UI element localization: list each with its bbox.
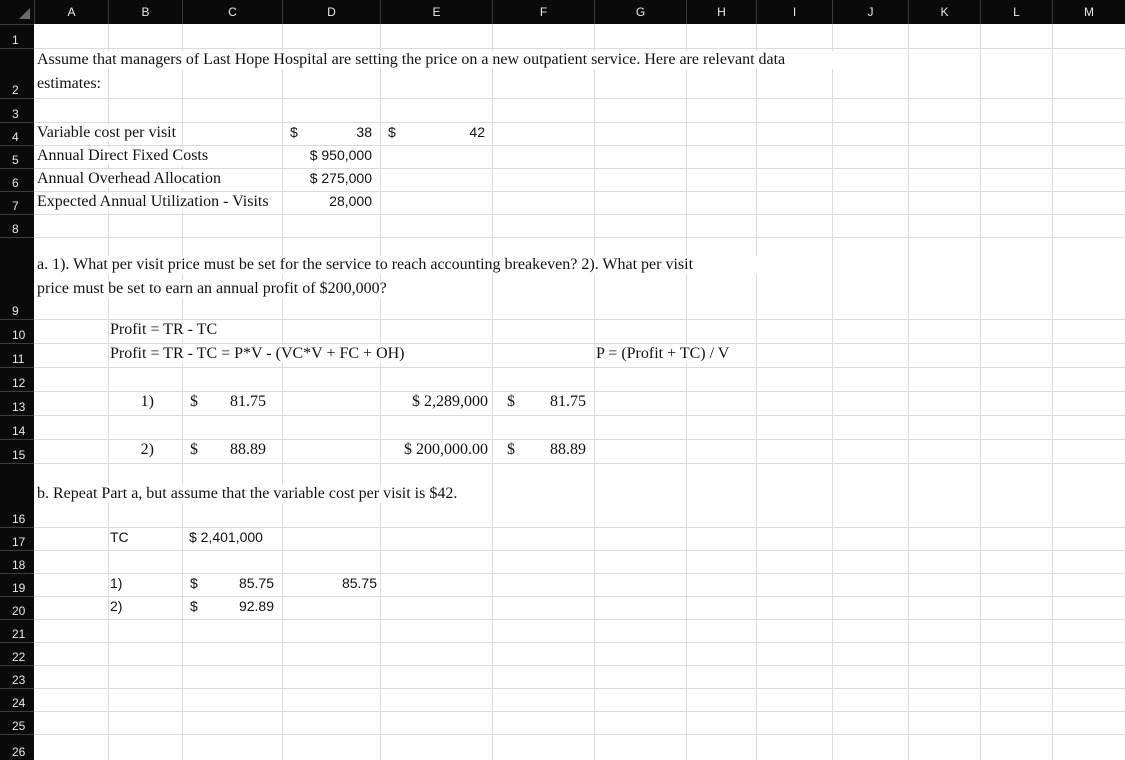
gridline — [492, 24, 493, 760]
gridline — [34, 573, 1125, 574]
intro-text-line-1[interactable]: Assume that managers of Last Hope Hospital are setting the price on a new outpatient service. Here are relevant data — [37, 51, 897, 69]
gridline — [756, 24, 757, 760]
gridline — [686, 24, 687, 760]
part-b-label-1[interactable]: 1) — [110, 575, 123, 591]
utilization-label[interactable]: Expected Annual Utilization - Visits — [37, 193, 269, 210]
gridline — [594, 24, 595, 760]
gridline — [34, 214, 1125, 215]
gridline — [34, 734, 1125, 735]
variable-cost-value[interactable]: 38 — [356, 124, 372, 140]
utilization-value[interactable]: 28,000 — [329, 193, 372, 209]
column-header-a[interactable]: A — [34, 0, 108, 24]
column-header-d[interactable]: D — [282, 0, 380, 24]
row-header-9[interactable]: 9 — [0, 237, 34, 319]
gridline — [34, 415, 1125, 416]
gridline — [34, 122, 1125, 123]
tc-value[interactable]: $ 2,401,000 — [189, 529, 263, 545]
row-header-23[interactable]: 23 — [0, 665, 34, 688]
part-b-d-value-1[interactable]: 85.75 — [341, 575, 377, 591]
row-header-21[interactable]: 21 — [0, 619, 34, 642]
part-a-total-cost[interactable]: $ 2,289,000 — [412, 393, 488, 410]
profit-expanded-formula[interactable]: Profit = TR - TC = P*V - (VC*V + FC + OH) — [110, 345, 405, 362]
part-a-question-line-1[interactable]: a. 1). What per visit price must be set for the service to reach accounting breakeven? 2). What per visit — [37, 256, 817, 274]
row-header-24[interactable]: 24 — [0, 688, 34, 711]
row-header-3[interactable]: 3 — [0, 98, 34, 122]
row-header-11[interactable]: 11 — [0, 343, 34, 367]
column-header-m[interactable]: M — [1052, 0, 1125, 24]
part-a-question-line-2[interactable]: price must be set to earn an annual profit of $200,000? — [37, 280, 387, 297]
gridline — [34, 145, 1125, 146]
gridline — [34, 391, 1125, 392]
row-header-18[interactable]: 18 — [0, 550, 34, 573]
row-header-4[interactable]: 4 — [0, 122, 34, 145]
variable-cost-label[interactable]: Variable cost per visit — [37, 124, 177, 141]
row-header-19[interactable]: 19 — [0, 573, 34, 596]
gridline — [34, 48, 1125, 49]
gridline — [182, 24, 183, 760]
row-header-10[interactable]: 10 — [0, 319, 34, 343]
column-header-j[interactable]: J — [832, 0, 908, 24]
gridline — [34, 527, 1125, 528]
gridline — [34, 343, 1125, 344]
variable-cost-alt-dollar: $ — [388, 124, 396, 140]
part-a-price-1[interactable]: 81.75 — [230, 393, 266, 410]
profit-formula[interactable]: Profit = TR - TC — [110, 321, 218, 338]
column-header-g[interactable]: G — [594, 0, 686, 24]
part-b-label-2[interactable]: 2) — [110, 598, 123, 614]
gridline — [34, 191, 1125, 192]
part-a-f-dollar-1: $ — [507, 393, 515, 410]
gridline — [980, 24, 981, 760]
gridline — [34, 367, 1125, 368]
row-header-5[interactable]: 5 — [0, 145, 34, 168]
part-a-target-profit[interactable]: $ 200,000.00 — [404, 441, 488, 458]
column-header-h[interactable]: H — [686, 0, 756, 24]
column-header-e[interactable]: E — [380, 0, 492, 24]
gridline — [34, 711, 1125, 712]
part-b-question[interactable]: b. Repeat Part a, but assume that the variable cost per visit is $42. — [37, 485, 458, 502]
gridline — [34, 98, 1125, 99]
row-header-13[interactable]: 13 — [0, 391, 34, 415]
row-header-2[interactable]: 2 — [0, 48, 34, 98]
part-a-label-2[interactable]: 2) — [140, 441, 154, 458]
overhead-value[interactable]: $ 275,000 — [309, 170, 372, 186]
variable-cost-dollar: $ — [290, 124, 298, 140]
gridline — [34, 619, 1125, 620]
part-a-f-dollar-2: $ — [507, 441, 515, 458]
price-formula[interactable]: P = (Profit + TC) / V — [596, 345, 730, 362]
part-a-f-price-1[interactable]: 81.75 — [550, 393, 586, 410]
gridline — [34, 168, 1125, 169]
gridline — [908, 24, 909, 760]
row-header-15[interactable]: 15 — [0, 439, 34, 463]
row-header-1[interactable]: 1 — [0, 24, 34, 48]
row-header-8[interactable]: 8 — [0, 214, 34, 237]
row-header-14[interactable]: 14 — [0, 415, 34, 439]
gridline — [34, 642, 1125, 643]
column-header-f[interactable]: F — [492, 0, 594, 24]
row-header-25[interactable]: 25 — [0, 711, 34, 734]
tc-label[interactable]: TC — [110, 529, 129, 545]
column-header-c[interactable]: C — [182, 0, 282, 24]
part-a-label-1[interactable]: 1) — [140, 393, 154, 410]
row-header-7[interactable]: 7 — [0, 191, 34, 214]
row-header-17[interactable]: 17 — [0, 527, 34, 550]
gridline — [34, 550, 1125, 551]
intro-text-line-2[interactable]: estimates: — [37, 75, 101, 92]
row-header-16[interactable]: 16 — [0, 463, 34, 527]
fixed-costs-value[interactable]: $ 950,000 — [309, 147, 372, 163]
gridline — [1052, 24, 1053, 760]
part-a-dollar-2: $ — [190, 441, 198, 458]
gridline — [34, 665, 1125, 666]
gridline — [34, 319, 1125, 320]
gridline — [34, 237, 1125, 238]
gridline — [34, 463, 1125, 464]
part-a-f-price-2[interactable]: 88.89 — [550, 441, 586, 458]
column-header-i[interactable]: I — [756, 0, 832, 24]
select-all-corner[interactable] — [0, 0, 34, 24]
column-header-l[interactable]: L — [980, 0, 1052, 24]
overhead-label[interactable]: Annual Overhead Allocation — [37, 170, 221, 187]
gridline — [34, 596, 1125, 597]
select-all-triangle-icon — [19, 8, 30, 19]
row-header-6[interactable]: 6 — [0, 168, 34, 191]
part-b-dollar-1: $ — [190, 575, 198, 591]
part-b-dollar-2: $ — [190, 598, 198, 614]
row-header-22[interactable]: 22 — [0, 642, 34, 665]
fixed-costs-label[interactable]: Annual Direct Fixed Costs — [37, 147, 209, 164]
gridline — [34, 688, 1125, 689]
part-a-price-2[interactable]: 88.89 — [230, 441, 266, 458]
row-header-12[interactable]: 12 — [0, 367, 34, 391]
variable-cost-alt-value[interactable]: 42 — [469, 124, 485, 140]
part-b-price-2[interactable]: 92.89 — [238, 598, 274, 614]
gridline — [34, 439, 1125, 440]
part-b-price-1[interactable]: 85.75 — [238, 575, 274, 591]
column-header-k[interactable]: K — [908, 0, 980, 24]
row-header-20[interactable]: 20 — [0, 596, 34, 619]
part-a-dollar-1: $ — [190, 393, 198, 410]
row-header-26[interactable]: 26 — [0, 734, 34, 760]
column-header-b[interactable]: B — [108, 0, 182, 24]
gridline — [832, 24, 833, 760]
